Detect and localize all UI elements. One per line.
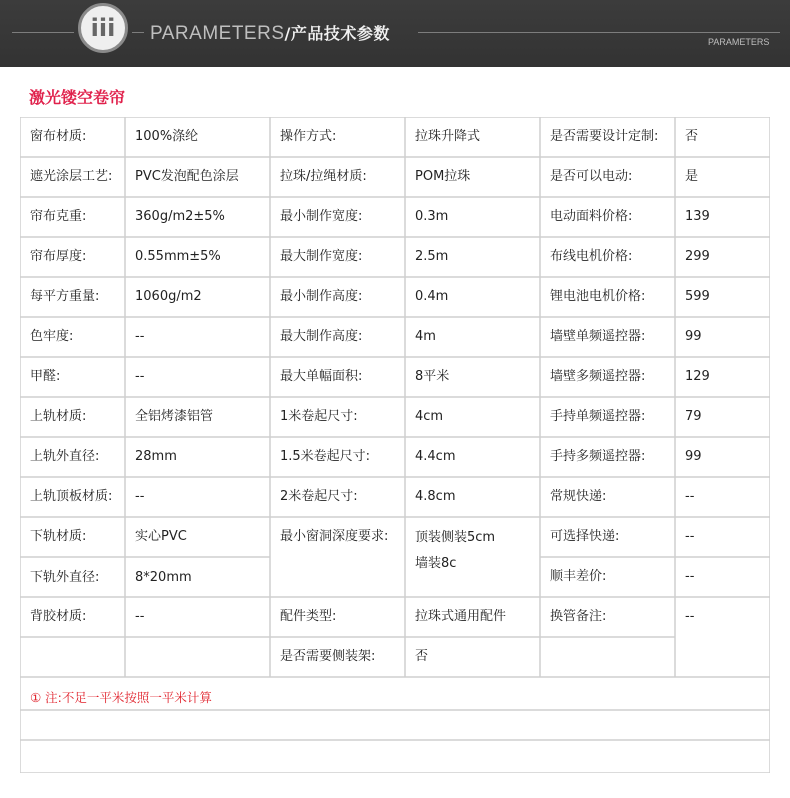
spec-table-grid: [20, 117, 770, 773]
banner-rule-short: [132, 32, 144, 33]
spec-value-cell: 0.55mm±5%: [135, 249, 221, 264]
spec-value-cell: 79: [685, 409, 702, 424]
spec-label-cell: 窗布材质:: [30, 129, 87, 144]
spec-label-cell: 可选择快递:: [550, 529, 620, 544]
spec-label-cell: 色牢度:: [30, 329, 74, 344]
spec-value-cell: 28mm: [135, 449, 177, 464]
spec-label-cell: 甲醛:: [30, 369, 61, 384]
spec-value-cell: 4.8cm: [415, 489, 456, 504]
spec-value-cell: 8*20mm: [135, 570, 192, 585]
spec-value-cell: 全铝烤漆铝管: [135, 409, 214, 424]
banner-small-label: PARAMETERS: [708, 37, 770, 47]
spec-label-cell: 手持单频遥控器:: [550, 409, 646, 424]
banner-rule-left: [12, 32, 74, 33]
spec-value-cell: 4.4cm: [415, 449, 456, 464]
banner-title-cn: /产品技术参数: [284, 24, 390, 43]
spec-label-cell: 帘布克重:: [30, 209, 87, 224]
spec-label-cell: 拉珠/拉绳材质:: [280, 169, 367, 184]
spec-label-cell: 最小窗洞深度要求:: [280, 529, 389, 544]
banner-title-en: PARAMETERS: [150, 23, 285, 44]
spec-value-cell: 360g/m2±5%: [135, 209, 225, 224]
spec-value-cell: --: [685, 569, 695, 584]
spec-label-cell: 下轨材质:: [30, 529, 87, 544]
spec-value-cell: 299: [685, 249, 710, 264]
spec-value-cell: POM拉珠: [415, 169, 471, 184]
parameters-badge-icon: [78, 3, 128, 53]
spec-label-cell: 是否需要侧装架:: [280, 649, 376, 664]
badge-label: iii: [90, 14, 116, 42]
spec-label-cell: 2米卷起尺寸:: [280, 489, 358, 504]
spec-label-cell: 手持多频遥控器:: [550, 449, 646, 464]
spec-label-cell: 上轨外直径:: [30, 449, 100, 464]
spec-value-cell: --: [685, 609, 695, 624]
spec-value-cell: 实心PVC: [135, 529, 187, 544]
spec-label-cell: 常规快递:: [550, 489, 607, 504]
spec-value-cell: 否: [415, 649, 429, 664]
spec-value-cell: 是: [685, 169, 699, 184]
spec-label-cell: 最小制作宽度:: [280, 209, 363, 224]
spec-value-cell: --: [685, 529, 695, 544]
spec-value-cell: 4cm: [415, 409, 444, 424]
spec-label-cell: 最大单幅面积:: [280, 369, 363, 384]
spec-label-cell: 顺丰差价:: [550, 569, 607, 584]
spec-value-cell: 129: [685, 369, 710, 384]
spec-value-cell: 否: [685, 129, 699, 144]
spec-value-cell: 1060g/m2: [135, 289, 202, 304]
spec-label-cell: 背胶材质:: [30, 609, 87, 624]
spec-value-cell: 100%涤纶: [135, 129, 199, 144]
spec-value-cell: --: [135, 329, 145, 344]
spec-label-cell: 电动面料价格:: [550, 209, 633, 224]
spec-label-cell: 上轨材质:: [30, 409, 87, 424]
spec-value-cell: 4m: [415, 329, 436, 344]
spec-value-cell: 顶装侧装5cm: [415, 530, 496, 545]
spec-label-cell: 布线电机价格:: [550, 249, 633, 264]
spec-value-cell: 2.5m: [415, 249, 449, 264]
footnote: ① 注:不足一平米按照一平米计算: [30, 690, 212, 705]
spec-value-cell: --: [135, 489, 145, 504]
spec-label-cell: 换管备注:: [550, 609, 607, 624]
spec-value-cell: --: [135, 369, 145, 384]
spec-label-cell: 帘布厚度:: [30, 249, 87, 264]
spec-value-cell: --: [135, 609, 145, 624]
spec-value-cell: PVC发泡配色涂层: [135, 169, 239, 184]
spec-value-cell: 拉珠式通用配件: [415, 609, 507, 624]
section-title: 激光镂空卷帘: [29, 88, 126, 107]
spec-label-cell: 下轨外直径:: [30, 570, 100, 585]
spec-label-cell: 最小制作高度:: [280, 289, 363, 304]
spec-label-cell: 锂电池电机价格:: [550, 289, 646, 304]
spec-label-cell: 每平方重量:: [30, 289, 100, 304]
spec-label-cell: 操作方式:: [280, 129, 337, 144]
spec-value-cell: 99: [685, 329, 702, 344]
spec-label-cell: 遮光涂层工艺:: [30, 169, 113, 184]
spec-label-cell: 是否可以电动:: [550, 169, 633, 184]
spec-value-cell: 99: [685, 449, 702, 464]
spec-label-cell: 墙壁单频遥控器:: [550, 329, 646, 344]
spec-value-cell: 8平米: [415, 369, 450, 384]
spec-label-cell: 配件类型:: [280, 609, 337, 624]
spec-label-cell: 最大制作高度:: [280, 329, 363, 344]
spec-value-cell: 599: [685, 289, 710, 304]
spec-label-cell: 1米卷起尺寸:: [280, 409, 358, 424]
spec-label-cell: 最大制作宽度:: [280, 249, 363, 264]
banner-rule-right: [418, 32, 780, 33]
spec-label-cell: 上轨顶板材质:: [30, 489, 113, 504]
spec-value-cell: 0.3m: [415, 209, 449, 224]
header-banner: [0, 0, 790, 67]
spec-label-cell: 是否需要设计定制:: [550, 129, 659, 144]
spec-value-cell: 0.4m: [415, 289, 449, 304]
spec-value-cell: 拉珠升降式: [415, 129, 481, 144]
banner-title: [150, 21, 390, 45]
spec-label-cell: 1.5米卷起尺寸:: [280, 449, 371, 464]
spec-value-cell: --: [685, 489, 695, 504]
spec-value-cell: 139: [685, 209, 710, 224]
spec-value-cell: 墙装8c: [415, 556, 457, 571]
spec-label-cell: 墙壁多频遥控器:: [550, 369, 646, 384]
